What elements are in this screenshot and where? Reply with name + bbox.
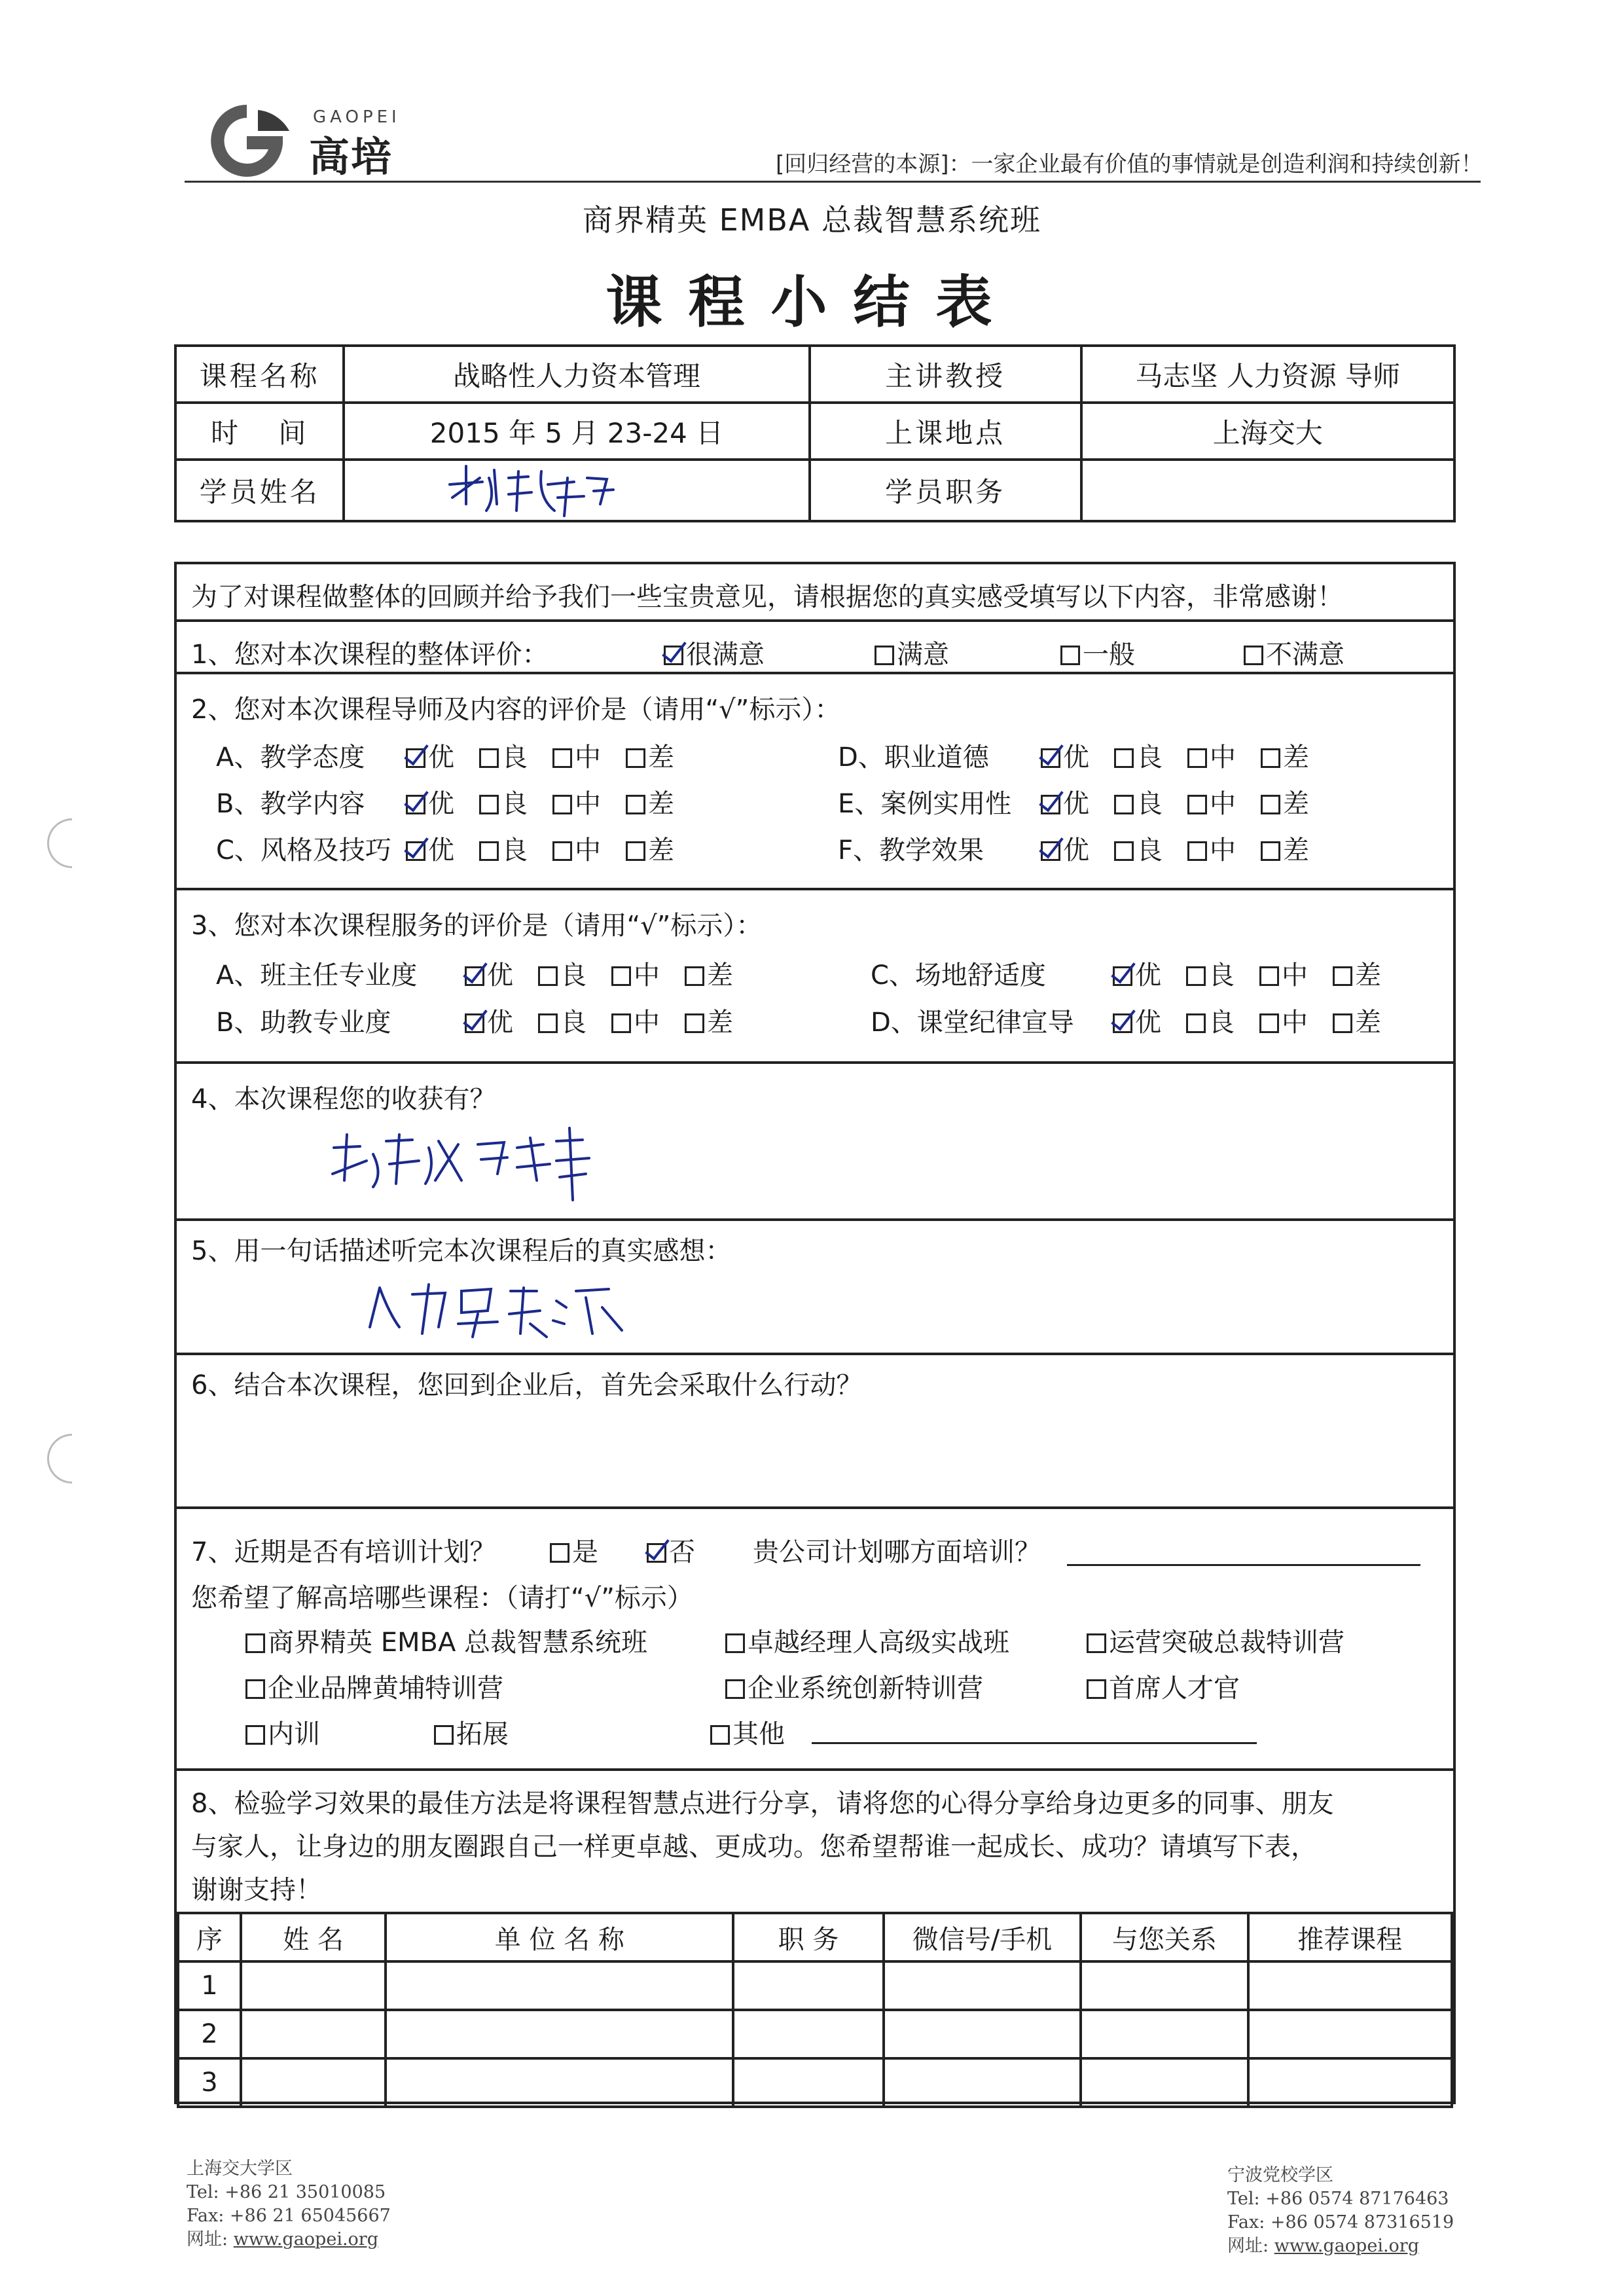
checkbox-icon[interactable] bbox=[1060, 646, 1080, 665]
q7-option-yes[interactable]: 是 bbox=[550, 1531, 598, 1569]
q5-answer-field[interactable] bbox=[360, 1262, 661, 1347]
survey-intro: 为了对课程做整体的回顾并给予我们一些宝贵意见，请根据您的真实感受填写以下内容，非常感谢！ bbox=[191, 582, 1343, 612]
col-header-name: 姓 名 bbox=[241, 1913, 386, 1961]
campus-website: 网址: www.gaopei.org bbox=[187, 2229, 378, 2250]
q3-item-a: A、班主任专业度 优 良 中 差 bbox=[216, 960, 733, 991]
q4-label: 4、本次课程您的收获有？ bbox=[191, 1084, 496, 1114]
checkbox-icon[interactable] bbox=[552, 841, 572, 861]
position-field[interactable] bbox=[1081, 460, 1454, 521]
checkbox-icon[interactable] bbox=[1259, 966, 1279, 986]
student-name-label: 学员姓名 bbox=[175, 460, 344, 521]
checkbox-icon[interactable] bbox=[1087, 1633, 1106, 1653]
campus-website: 网址: www.gaopei.org bbox=[1227, 2236, 1419, 2256]
checkbox-icon[interactable] bbox=[1244, 646, 1263, 665]
col-header-company: 单 位 名 称 bbox=[386, 1913, 733, 1961]
logo-mark-icon bbox=[185, 98, 309, 183]
q2-item-e: E、案例实用性 优 良 中 差 bbox=[838, 789, 1309, 819]
q2-item-a: A、教学态度 优 良 中 差 bbox=[216, 742, 674, 773]
col-header-relation: 与您关系 bbox=[1081, 1913, 1248, 1961]
checkbox-icon[interactable] bbox=[1259, 1013, 1279, 1033]
checkbox-checked-icon[interactable] bbox=[647, 1543, 666, 1563]
lecturer-value[interactable]: 马志坚 人力资源 导师 bbox=[1081, 346, 1454, 403]
cell-relation[interactable] bbox=[1081, 1961, 1248, 2010]
position-label: 学员职务 bbox=[810, 460, 1081, 521]
website-link[interactable]: www.gaopei.org bbox=[233, 2229, 378, 2250]
col-header-index: 序 bbox=[178, 1913, 241, 1961]
q4-answer-field[interactable] bbox=[321, 1108, 661, 1207]
q8-text-line-3: 谢谢支持！ bbox=[191, 1875, 322, 1905]
checkbox-icon[interactable] bbox=[1333, 966, 1352, 986]
checkbox-icon[interactable] bbox=[245, 1633, 265, 1653]
cell-course[interactable] bbox=[1248, 2058, 1452, 2107]
checkbox-icon[interactable] bbox=[245, 1679, 265, 1699]
q1-option-very-satisfied[interactable]: 很满意 bbox=[664, 634, 765, 671]
survey-form bbox=[174, 562, 1456, 2104]
venue-value[interactable]: 上海交大 bbox=[1081, 403, 1454, 460]
checkbox-icon[interactable] bbox=[538, 966, 558, 986]
checkbox-checked-icon[interactable] bbox=[406, 795, 425, 814]
time-label: 时 间 bbox=[175, 403, 344, 460]
checkbox-icon[interactable] bbox=[245, 1725, 265, 1745]
cell-relation[interactable] bbox=[1081, 2010, 1248, 2058]
col-header-contact: 微信号/手机 bbox=[884, 1913, 1081, 1961]
checkbox-icon[interactable] bbox=[1261, 795, 1280, 814]
course-other-input[interactable] bbox=[812, 1742, 1257, 1744]
campus-name: 上海交大学区 bbox=[187, 2159, 293, 2179]
campus-tel: Tel: +86 0574 87176463 bbox=[1227, 2189, 1449, 2209]
checkbox-icon[interactable] bbox=[1333, 1013, 1352, 1033]
q7-label: 7、近期是否有培训计划？ bbox=[191, 1537, 496, 1567]
checkbox-icon[interactable] bbox=[479, 795, 499, 814]
col-header-position: 职 务 bbox=[733, 1913, 884, 1961]
q2-item-b: B、教学内容 优 良 中 差 bbox=[216, 789, 674, 819]
checkbox-icon[interactable] bbox=[626, 748, 645, 768]
table-row bbox=[178, 2058, 1452, 2107]
checkbox-icon[interactable] bbox=[1187, 795, 1207, 814]
cell-name[interactable] bbox=[241, 2010, 386, 2058]
footer-right-campus bbox=[1227, 2164, 1454, 2258]
checkbox-icon[interactable] bbox=[1114, 748, 1134, 768]
checkbox-icon[interactable] bbox=[1187, 841, 1207, 861]
checkbox-icon[interactable] bbox=[1261, 841, 1280, 861]
q8-text-line-2: 与家人，让身边的朋友圈跟自己一样更卓越、更成功。您希望帮谁一起成长、成功？请填写下表， bbox=[191, 1832, 1317, 1862]
checkbox-icon[interactable] bbox=[725, 1679, 745, 1699]
cell-course[interactable] bbox=[1248, 1961, 1452, 2010]
referral-table bbox=[177, 1912, 1453, 2108]
cell-name[interactable] bbox=[241, 1961, 386, 2010]
handwriting-answer-icon bbox=[360, 1262, 661, 1347]
q2-item-d: D、职业道德 优 良 中 差 bbox=[838, 742, 1309, 773]
course-option-outdoor[interactable]: 拓展 bbox=[434, 1713, 509, 1751]
checkbox-icon[interactable] bbox=[1186, 966, 1206, 986]
program-subtitle: 商界精英 EMBA 总裁智慧系统班 bbox=[582, 202, 1042, 238]
checkbox-checked-icon[interactable] bbox=[1041, 841, 1060, 861]
checkbox-icon[interactable] bbox=[1114, 795, 1134, 814]
row-index: 1 bbox=[178, 1961, 241, 2010]
q3-item-c: C、场地舒适度 优 良 中 差 bbox=[871, 960, 1381, 991]
checkbox-icon[interactable] bbox=[685, 966, 704, 986]
checkbox-icon[interactable] bbox=[710, 1725, 730, 1745]
checkbox-icon[interactable] bbox=[611, 966, 631, 986]
checkbox-checked-icon[interactable] bbox=[1041, 795, 1060, 814]
checkbox-icon[interactable] bbox=[538, 1013, 558, 1033]
q1-label: 1、您对本次课程的整体评价： bbox=[191, 640, 549, 670]
campus-fax: Fax: +86 21 65045667 bbox=[187, 2206, 391, 2226]
cell-company[interactable] bbox=[386, 2058, 733, 2107]
cell-position[interactable] bbox=[733, 2058, 884, 2107]
q1-option-satisfied[interactable]: 满意 bbox=[875, 634, 949, 671]
referral-header-row bbox=[178, 1913, 1452, 1961]
checkbox-icon[interactable] bbox=[1186, 1013, 1206, 1033]
q8-text-line-1: 8、检验学习效果的最佳方法是将课程智慧点进行分享，请将您的心得分享给身边更多的同事、朋友 bbox=[191, 1789, 1334, 1819]
q2-item-c: C、风格及技巧 优 良 中 差 bbox=[216, 835, 674, 866]
website-link[interactable]: www.gaopei.org bbox=[1274, 2236, 1419, 2256]
row-index: 2 bbox=[178, 2010, 241, 2058]
checkbox-checked-icon[interactable] bbox=[664, 646, 683, 665]
course-option-inhouse[interactable]: 内训 bbox=[245, 1713, 320, 1751]
q7-aspect-input[interactable] bbox=[1067, 1564, 1420, 1566]
checkbox-checked-icon[interactable] bbox=[465, 1013, 484, 1033]
header-divider bbox=[185, 181, 1481, 183]
slogan: [回归经营的本源]：一家企业最有价值的事情就是创造利润和持续创新！ bbox=[776, 151, 1483, 177]
q7-courses-label: 您希望了解高培哪些课程：（请打“√”标示） bbox=[191, 1583, 693, 1613]
checkbox-icon[interactable] bbox=[1114, 841, 1134, 861]
course-option-innovation[interactable]: 企业系统创新特训营 bbox=[725, 1667, 983, 1705]
cell-contact[interactable] bbox=[884, 1961, 1081, 2010]
checkbox-icon[interactable] bbox=[434, 1725, 454, 1745]
logo-english: GAOPEI bbox=[313, 107, 401, 127]
campus-name: 宁波党校学区 bbox=[1227, 2165, 1333, 2185]
checkbox-icon[interactable] bbox=[875, 646, 894, 665]
col-header-course: 推荐课程 bbox=[1248, 1913, 1452, 1961]
row-index: 3 bbox=[178, 2058, 241, 2107]
q6-label: 6、结合本次课程，您回到企业后，首先会采取什么行动？ bbox=[191, 1370, 863, 1400]
q3-item-d: D、课堂纪律宣导 优 良 中 差 bbox=[871, 1008, 1381, 1038]
q7-option-no[interactable]: 否 bbox=[647, 1531, 695, 1569]
q1-option-unsatisfied[interactable]: 不满意 bbox=[1244, 634, 1344, 671]
punch-hole-top bbox=[37, 808, 107, 878]
checkbox-checked-icon[interactable] bbox=[406, 748, 425, 768]
checkbox-checked-icon[interactable] bbox=[1041, 748, 1060, 768]
q3-label: 3、您对本次课程服务的评价是（请用“√”标示）： bbox=[191, 911, 763, 941]
q3-item-b: B、助教专业度 优 良 中 差 bbox=[216, 1008, 733, 1038]
checkbox-checked-icon[interactable] bbox=[465, 966, 484, 986]
checkbox-icon[interactable] bbox=[479, 841, 499, 861]
course-option-other[interactable]: 其他 bbox=[710, 1713, 785, 1751]
question-7 bbox=[177, 1506, 1453, 1768]
gaopei-logo bbox=[185, 98, 420, 183]
logo-chinese: 高培 bbox=[309, 133, 393, 181]
cell-company[interactable] bbox=[386, 2010, 733, 2058]
handwriting-answer-icon bbox=[321, 1108, 661, 1207]
course-option-brand[interactable]: 企业品牌黄埔特训营 bbox=[245, 1667, 503, 1705]
cell-relation[interactable] bbox=[1081, 2058, 1248, 2107]
campus-fax: Fax: +86 0574 87316519 bbox=[1227, 2212, 1454, 2232]
table-row bbox=[178, 1961, 1452, 2010]
checkbox-icon[interactable] bbox=[550, 1543, 569, 1563]
course-name-label: 课程名称 bbox=[175, 346, 344, 403]
cell-position[interactable] bbox=[733, 1961, 884, 2010]
footer-left-campus bbox=[187, 2157, 391, 2251]
checkbox-icon[interactable] bbox=[1261, 748, 1280, 768]
checkbox-icon[interactable] bbox=[1087, 1679, 1106, 1699]
course-option-cto[interactable]: 首席人才官 bbox=[1087, 1667, 1240, 1705]
cell-company[interactable] bbox=[386, 1961, 733, 2010]
checkbox-icon[interactable] bbox=[626, 795, 645, 814]
student-name-field[interactable] bbox=[344, 460, 809, 521]
question-8 bbox=[177, 1768, 1453, 2104]
course-option-operations[interactable]: 运营突破总裁特训营 bbox=[1087, 1622, 1344, 1659]
checkbox-icon[interactable] bbox=[626, 841, 645, 861]
punch-hole-bottom bbox=[37, 1423, 107, 1493]
question-4 bbox=[177, 1061, 1453, 1218]
checkbox-icon[interactable] bbox=[685, 1013, 704, 1033]
campus-tel: Tel: +86 21 35010085 bbox=[187, 2182, 386, 2202]
checkbox-icon[interactable] bbox=[611, 1013, 631, 1033]
checkbox-icon[interactable] bbox=[479, 748, 499, 768]
q2-label: 2、您对本次课程导师及内容的评价是（请用“√”标示）： bbox=[191, 695, 841, 725]
checkbox-icon[interactable] bbox=[552, 795, 572, 814]
cell-course[interactable] bbox=[1248, 2010, 1452, 2058]
q5-label: 5、用一句话描述听完本次课程后的真实感想： bbox=[191, 1236, 732, 1266]
question-1 bbox=[177, 619, 1453, 672]
course-info-table bbox=[174, 344, 1456, 522]
question-6 bbox=[177, 1353, 1453, 1506]
checkbox-checked-icon[interactable] bbox=[1113, 1013, 1132, 1033]
question-5 bbox=[177, 1218, 1453, 1353]
table-row bbox=[178, 2010, 1452, 2058]
lecturer-label: 主讲教授 bbox=[810, 346, 1081, 403]
question-3 bbox=[177, 888, 1453, 1061]
signature-icon bbox=[443, 458, 640, 517]
time-value[interactable]: 2015 年 5 月 23-24 日 bbox=[344, 403, 809, 460]
form-title: 课程小结表 bbox=[605, 270, 1019, 335]
question-2 bbox=[177, 672, 1453, 888]
student-name-handwriting bbox=[443, 461, 640, 513]
cell-contact[interactable] bbox=[884, 2010, 1081, 2058]
cell-name[interactable] bbox=[241, 2058, 386, 2107]
cell-position[interactable] bbox=[733, 2010, 884, 2058]
course-option-emba[interactable]: 商界精英 EMBA 总裁智慧系统班 bbox=[245, 1622, 647, 1659]
q7-aspect-label: 贵公司计划哪方面培训？ bbox=[753, 1537, 1041, 1567]
checkbox-checked-icon[interactable] bbox=[406, 841, 425, 861]
checkbox-icon[interactable] bbox=[725, 1633, 745, 1653]
venue-label: 上课地点 bbox=[810, 403, 1081, 460]
course-name-value[interactable]: 战略性人力资本管理 bbox=[344, 346, 809, 403]
cell-contact[interactable] bbox=[884, 2058, 1081, 2107]
checkbox-checked-icon[interactable] bbox=[1113, 966, 1132, 986]
checkbox-icon[interactable] bbox=[1187, 748, 1207, 768]
course-option-manager[interactable]: 卓越经理人高级实战班 bbox=[725, 1622, 1009, 1659]
checkbox-icon[interactable] bbox=[552, 748, 572, 768]
q1-option-average[interactable]: 一般 bbox=[1060, 634, 1135, 671]
q2-item-f: F、教学效果 优 良 中 差 bbox=[838, 835, 1309, 866]
